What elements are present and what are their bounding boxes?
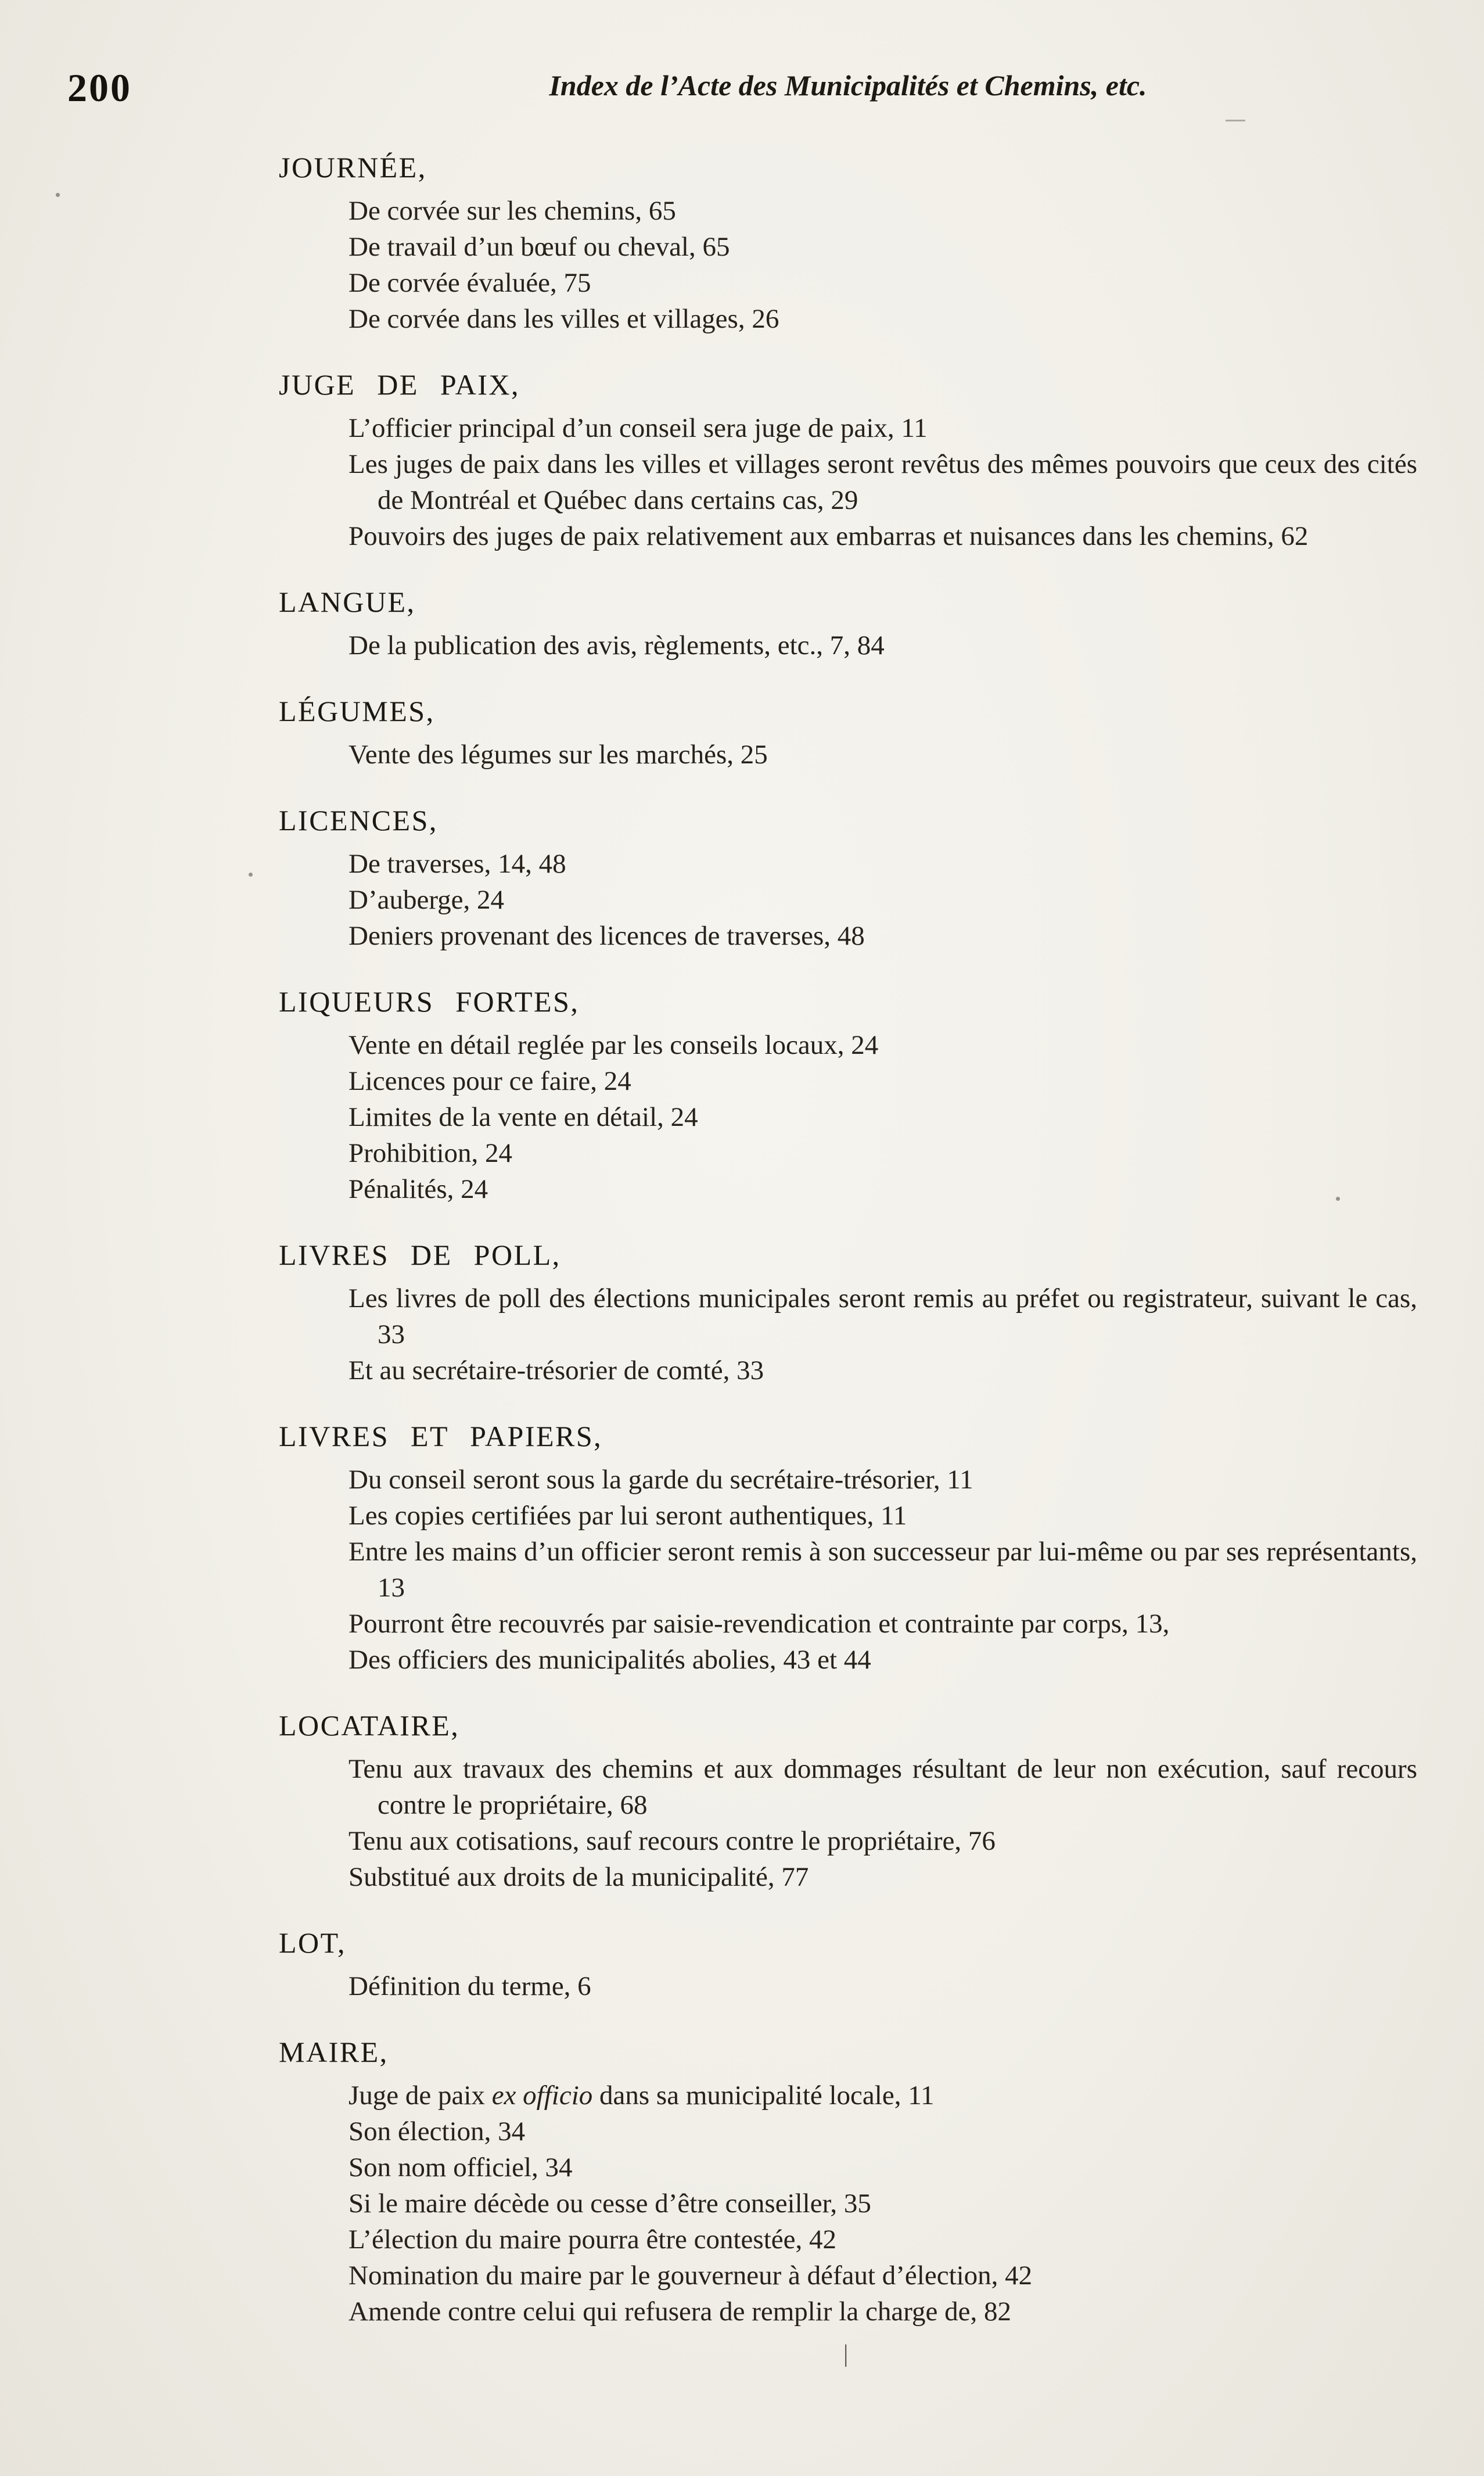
- index-item: De corvée dans les villes et villages, 26: [348, 304, 779, 334]
- index-term: LANGUE,: [279, 586, 416, 618]
- index-item: Et au secrétaire-trésorier de comté, 33: [348, 1355, 764, 1386]
- index-item: De travail d’un bœuf ou cheval, 65: [348, 232, 730, 262]
- item-text: Juge de paix: [348, 2080, 492, 2111]
- index-term: LICENCES,: [279, 804, 438, 837]
- index-item: Les livres de poll des élections municipales seront remis au préfet ou registrateur, suivant le cas, 33: [348, 1283, 1417, 1350]
- scan-speck: [56, 193, 60, 197]
- index-item: Son élection, 34: [348, 2116, 526, 2147]
- index-item: D’auberge, 24: [348, 885, 504, 915]
- index-item: Substitué aux droits de la municipalité, 77: [348, 1862, 809, 1892]
- index-entry-livres-et-papiers: [279, 1419, 1417, 1678]
- index-entry-locataire: [279, 1708, 1417, 1895]
- index-entry-licences: [279, 803, 1417, 954]
- item-text: dans sa municipalité locale, 11: [592, 2080, 935, 2111]
- index-item: Entre les mains d’un officier seront remis à son successeur par lui-même ou par ses représentants, 13: [348, 1537, 1417, 1603]
- index-term: JUGE DE PAIX,: [279, 368, 520, 401]
- index-entry-lot: [279, 1925, 1417, 2004]
- index-entry-livres-de-poll: [279, 1237, 1417, 1388]
- index-item: Licences pour ce faire, 24: [348, 1066, 631, 1096]
- index-term: MAIRE,: [279, 2036, 389, 2068]
- index-term: LÉGUMES,: [279, 695, 435, 727]
- index-item: Vente des légumes sur les marchés, 25: [348, 740, 768, 770]
- index-item: L’élection du maire pourra être contestée, 42: [348, 2224, 836, 2255]
- index-term: LOCATAIRE,: [279, 1709, 460, 1742]
- running-title: Index de l’Acte des Municipalités et Chemins, etc.: [549, 69, 1147, 102]
- index-item: L’officier principal d’un conseil sera juge de paix, 11: [348, 413, 928, 443]
- index-item: Prohibition, 24: [348, 1138, 513, 1168]
- index-entry-legumes: [279, 694, 1417, 773]
- index-item: De traverses, 14, 48: [348, 849, 566, 879]
- index-item: Amende contre celui qui refusera de remplir la charge de, 82: [348, 2296, 1011, 2327]
- index-term: LIVRES ET PAPIERS,: [279, 1420, 603, 1452]
- index-item: Les copies certifiées par lui seront authentiques, 11: [348, 1501, 907, 1531]
- header-rule: [1226, 120, 1245, 121]
- index-item: Tenu aux cotisations, sauf recours contre le propriétaire, 76: [348, 1826, 996, 1856]
- index-item: Pouvoirs des juges de paix relativement aux embarras et nuisances dans les chemins, 62: [348, 521, 1309, 551]
- index-item: Deniers provenant des licences de traverses, 48: [348, 921, 865, 951]
- index-item: Définition du terme, 6: [348, 1971, 591, 2001]
- index-entry-journee: [279, 150, 1417, 337]
- italic-latin-phrase: ex officio: [491, 2080, 593, 2111]
- index-item: Pourront être recouvrés par saisie-revendication et contrainte par corps, 13,: [348, 1609, 1170, 1639]
- index-item: De la publication des avis, règlements, etc., 7, 84: [348, 630, 885, 661]
- page-number: 200: [67, 66, 132, 110]
- index-term: JOURNÉE,: [279, 151, 427, 184]
- scan-speck: [1336, 1197, 1340, 1201]
- index-item: Du conseil seront sous la garde du secrétaire-trésorier, 11: [348, 1465, 973, 1495]
- index-item: Limites de la vente en détail, 24: [348, 1102, 698, 1132]
- index-item: Pénalités, 24: [348, 1174, 488, 1204]
- index-item: Des officiers des municipalités abolies, 43 et 44: [348, 1645, 871, 1675]
- index-item: De corvée sur les chemins, 65: [348, 196, 676, 226]
- index-item: Les juges de paix dans les villes et villages seront revêtus des mêmes pouvoirs que ceux des cités de Montréal et Québec dans certains cas, 29: [348, 449, 1417, 515]
- index-item: Si le maire décède ou cesse d’être conseiller, 35: [348, 2188, 871, 2219]
- scan-speck: [249, 873, 253, 877]
- index-term: LIQUEURS FORTES,: [279, 985, 580, 1018]
- index-item: [279, 2077, 1417, 2113]
- index-term: LIVRES DE POLL,: [279, 1239, 561, 1271]
- index-item: Nomination du maire par le gouverneur à défaut d’élection, 42: [348, 2260, 1033, 2291]
- index-item: Tenu aux travaux des chemins et aux dommages résultant de leur non exécution, sauf recours contre le propriétaire, 68: [348, 1754, 1417, 1820]
- index-item: De corvée évaluée, 75: [348, 268, 591, 298]
- index-item: Son nom officiel, 34: [348, 2152, 573, 2183]
- index-entry-maire: [279, 2034, 1417, 2330]
- index-term: LOT,: [279, 1926, 346, 1959]
- index-entry-juge-de-paix: [279, 367, 1417, 554]
- index-entry-langue: [279, 584, 1417, 663]
- index-content: [279, 150, 1417, 2330]
- printers-mark: |: [843, 2341, 849, 2367]
- index-entry-liqueurs-fortes: [279, 984, 1417, 1207]
- index-item: Vente en détail reglée par les conseils locaux, 24: [348, 1030, 879, 1060]
